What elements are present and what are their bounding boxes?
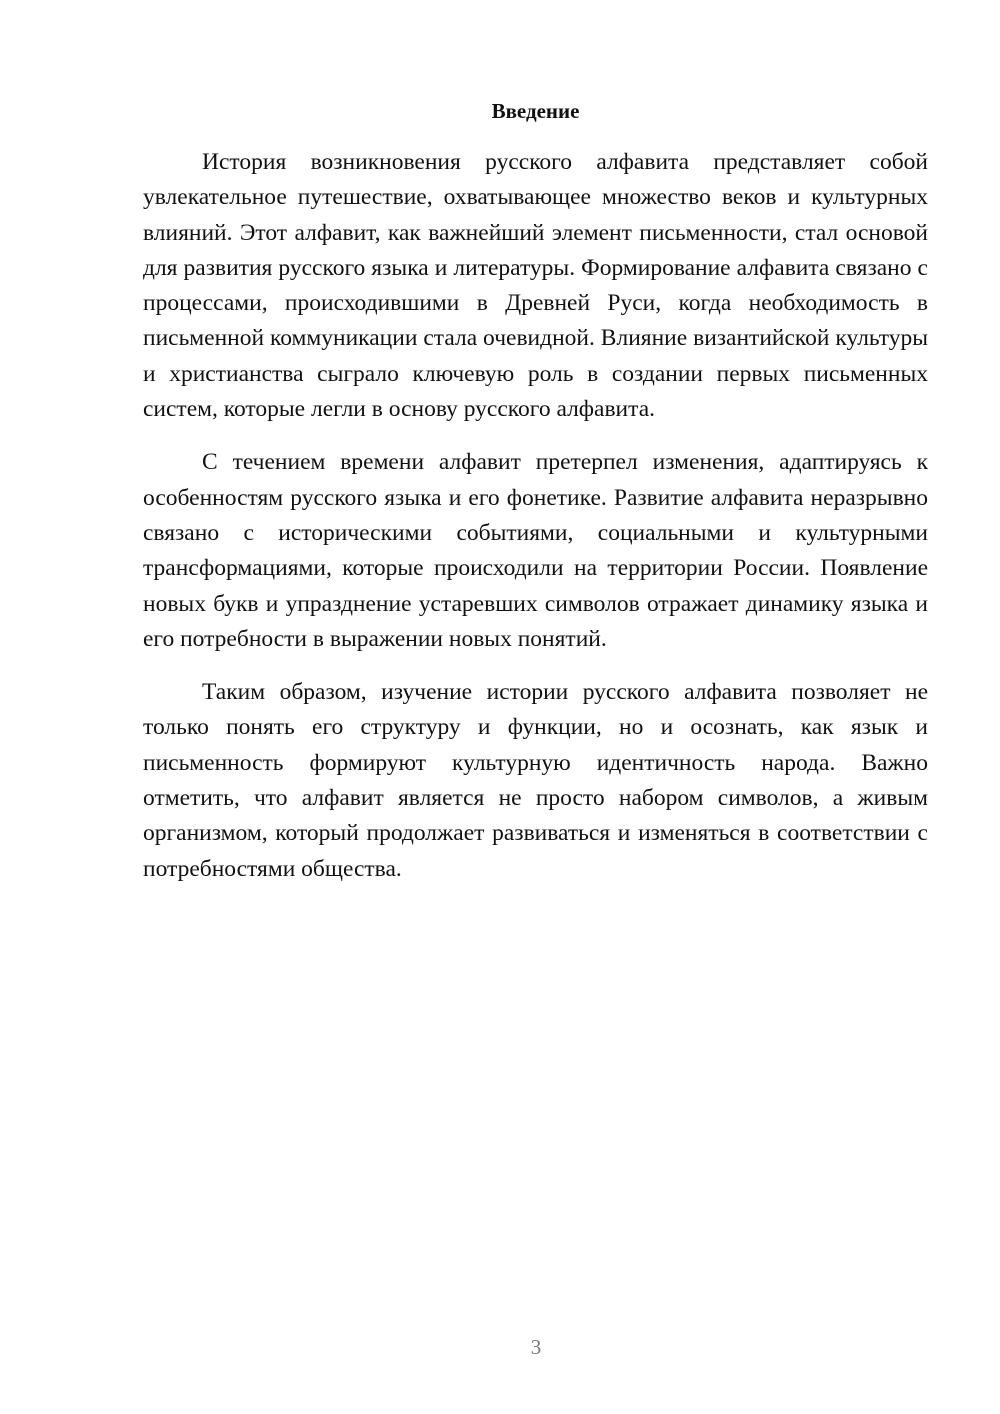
paragraph-1: История возникновения русского алфавита представляет собой увлекательное путешествие, охватывающее множество веков и культурных влияний. Этот алфавит, как важнейший элемент письменности, стал основой для развития русского языка и литературы. Формирование алфавита связано с процессами, происходившими в Древней Руси, когда необходимость в письменной коммуникации стала очевидной. Влияние византийской культуры и христианства сыграло ключевую роль в создании первых письменных систем, которые легли в основу русского алфавита. — [143, 149, 928, 423]
page-number: 3 — [530, 1335, 542, 1359]
paragraph-2: С течением времени алфавит претерпел изменения, адаптируясь к особенностям русского языка и его фонетике. Развитие алфавита неразрывно связано с историческими событиями, социальными и культурными трансформациями, которые происходили на территории России. Появление новых букв и упразднение устаревших символов отражает динамику языка и его потребности в выражении новых понятий. — [143, 449, 928, 652]
section-heading: Введение — [491, 99, 580, 123]
page-content — [143, 97, 928, 887]
paragraph-3: Таким образом, изучение истории русского алфавита позволяет не только понять его структуру и функции, но и осознать, как язык и письменность формируют культурную идентичность народа. Важно отметить, что алфавит является не просто набором символов, а живым организмом, который продолжает развиваться и изменяться в соответствии с потребностями общества. — [143, 679, 928, 882]
